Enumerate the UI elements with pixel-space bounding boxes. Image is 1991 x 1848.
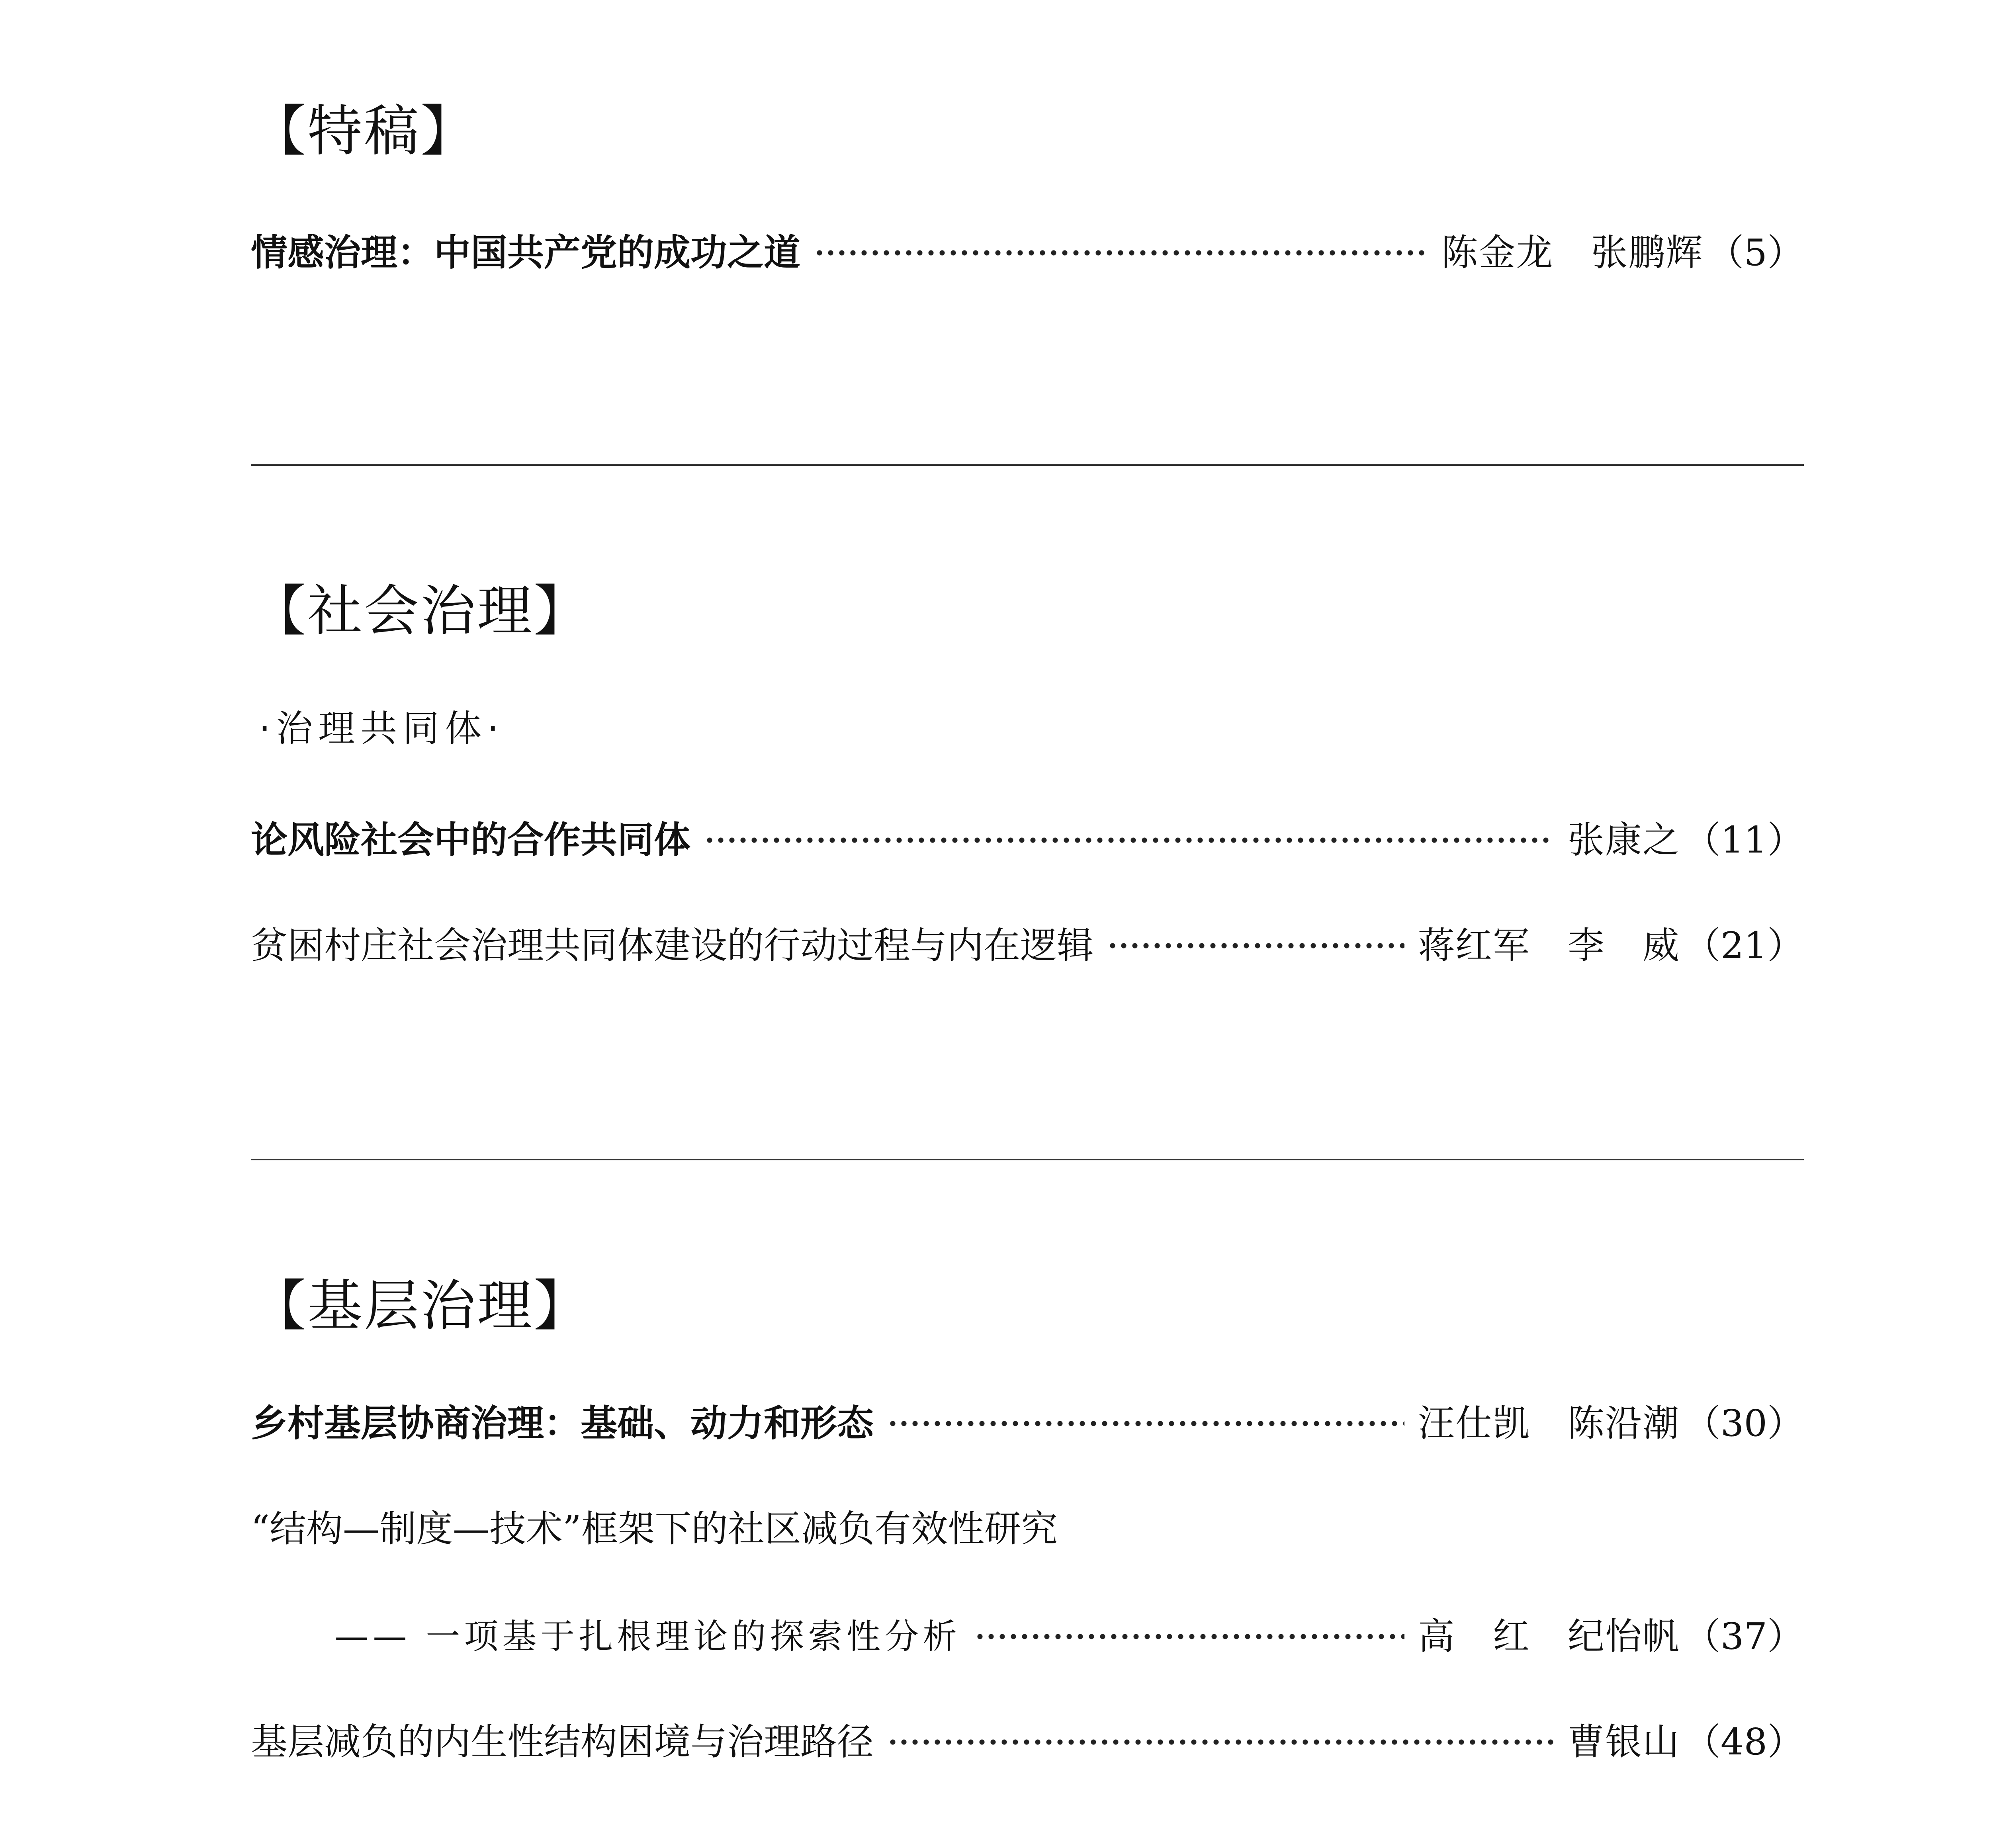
dot-leader [1107,941,1404,950]
toc-entry[interactable] [251,920,1804,972]
entry-page-number: （21） [1684,924,1804,967]
entry-authors: 曹银山 [1567,1721,1680,1763]
dot-leader [704,836,1554,845]
entry-title: 论风险社会中的合作共同体 [251,819,691,861]
entry-authors: 汪仕凯 陈沿潮 [1418,1402,1680,1445]
section-divider [251,1159,1804,1160]
entry-title: 贫困村庄社会治理共同体建设的行动过程与内在逻辑 [251,924,1094,967]
entry-page-number: （5） [1707,231,1804,274]
entry-subtitle: —— 一项基于扎根理论的探索性分析 [334,1617,961,1656]
toc-entry[interactable] [251,227,1804,279]
dot-leader [887,1738,1554,1746]
dot-leader [887,1419,1404,1428]
dot-leader [814,248,1428,257]
entry-authors: 蒋红军 李 威 [1418,924,1680,967]
entry-page-number: （48） [1684,1721,1804,1763]
entry-title: 情感治理：中国共产党的成功之道 [251,231,801,274]
dot-leader [974,1632,1404,1641]
section-heading-grassroots-governance: 【基层治理】 [251,1274,591,1338]
toc-entry[interactable] [251,1398,1804,1449]
entry-authors: 陈金龙 张鹏辉 [1441,231,1703,274]
toc-entry[interactable] [251,814,1804,866]
entry-page-number: （30） [1684,1402,1804,1445]
entry-page-number: （11） [1684,819,1804,861]
section-heading-special-feature: 【特稿】 [251,99,477,163]
section-divider [251,464,1804,466]
entry-title: 基层减负的内生性结构困境与治理路径 [251,1721,874,1763]
entry-page-number: （37） [1684,1615,1804,1658]
toc-entry[interactable] [251,1716,1804,1768]
entry-title: 乡村基层协商治理：基础、动力和形态 [251,1402,874,1445]
section-heading-social-governance: 【社会治理】 [251,579,591,643]
entry-authors: 高 红 纪怡帆 [1418,1615,1680,1658]
entry-title-line[interactable]: “结构—制度—技术”框架下的社区减负有效性研究 [251,1508,1058,1550]
toc-entry[interactable] [251,1611,1804,1662]
subsection-heading-governance-community: ·治理共同体· [259,707,505,750]
entry-authors: 张康之 [1567,819,1680,861]
